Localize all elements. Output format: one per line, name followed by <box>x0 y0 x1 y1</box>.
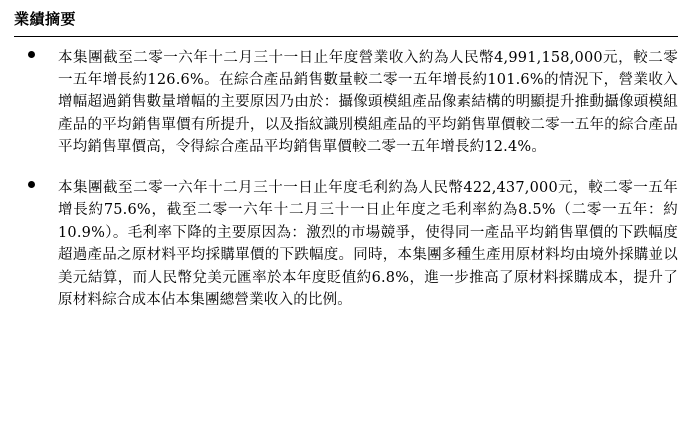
page-title: 業績摘要 <box>14 10 77 28</box>
bullet-paragraph-gross-profit: 本集團截至二零一六年十二月三十一日止年度毛利約為人民幣422,437,000元，較二零一五年增長約75.6%，截至二零一六年十二月三十一日止年度之毛利率約為8.5%（二零一五年：約10.9%）。毛利率下降的主要原因為：激烈的市場競爭，使得同一產品平均銷售單價的下跌幅度超過產品之原材料平均採購單價的下跌幅度。同時，本集團多種生產用原材料均由境外採購並以美元結算，而人民幣兌美元匯率於本年度貶值約6.8%，進一步推高了原材料採購成本，提升了原材料綜合成本佔本集團總營業收入的比例。 <box>58 179 678 309</box>
list-item <box>14 177 678 312</box>
bullet-point-icon <box>28 181 35 188</box>
bullet-paragraph-revenue: 本集團截至二零一六年十二月三十一日止年度營業收入約為人民幣4,991,158,000元，較二零一五年增長約126.6%。在綜合產品銷售數量較二零一五年增長約101.6%的情況下，營業收入增幅超過銷售數量增幅的主要原因乃由於：攝像頭模組產品像素結構的明顯提升推動攝像頭模組產品的平均銷售單價有所提升，以及指紋識別模組產品的平均銷售單價較二零一五年的綜合產品平均銷售單價高，令得綜合產品平均銷售單價較二零一五年增長約12.4%。 <box>58 49 678 156</box>
bullet-point-icon <box>28 51 35 58</box>
list-item <box>14 47 678 159</box>
title-divider <box>14 36 678 37</box>
summary-bullet-list <box>14 47 678 312</box>
